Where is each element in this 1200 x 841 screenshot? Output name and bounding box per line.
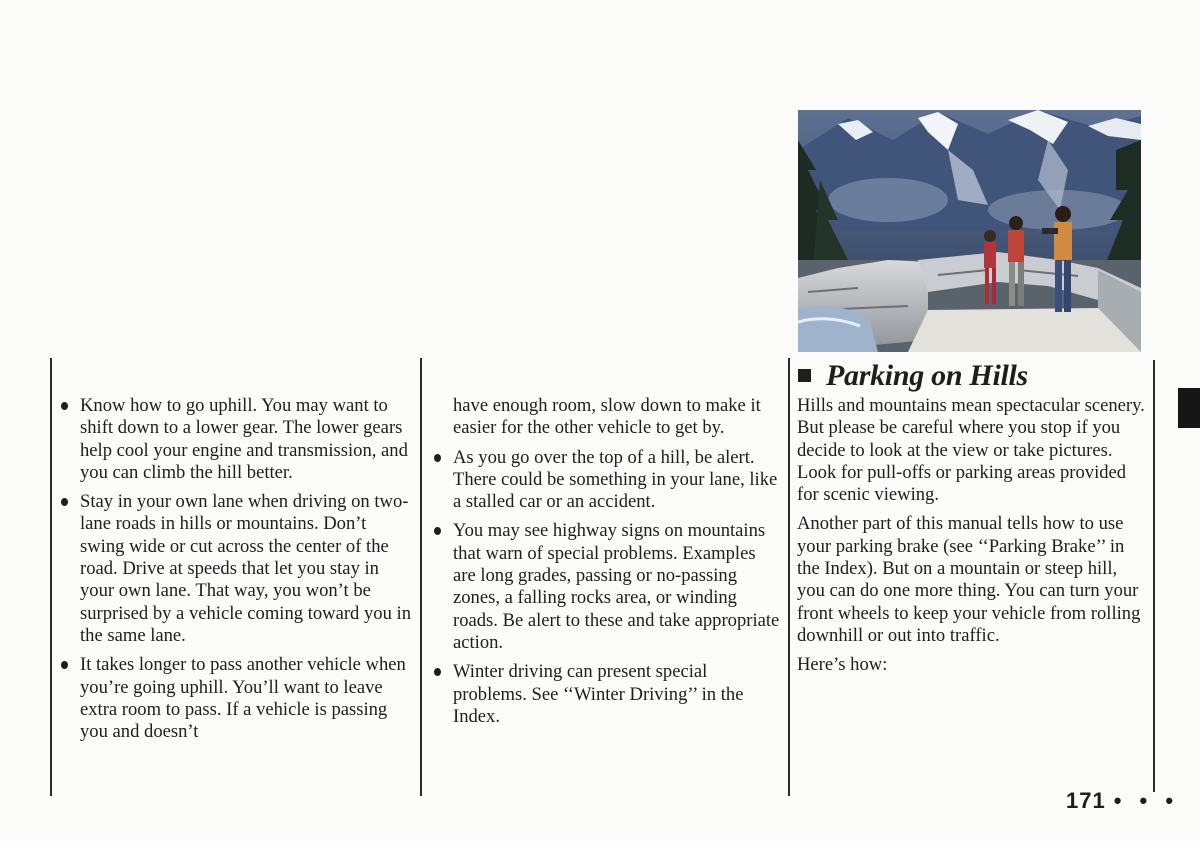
- list-item: Know how to go uphill. You may want to shift down to a lower gear. The lower gears help cool your engine and transmission, and you can climb the hill better.: [53, 395, 413, 484]
- middle-column: [426, 395, 780, 735]
- paragraph: Hills and mountains mean spectacular scenery. But please be careful where you stop if you decide to look at the view or take pictures. Look for pull-offs or parking areas provided for scenic viewing.: [797, 395, 1145, 506]
- section-thumb-tab: [1178, 388, 1200, 428]
- heading-text: Parking on Hills: [826, 359, 1028, 392]
- scenic-overlook-photo: [798, 110, 1141, 352]
- heading-square-icon: [798, 369, 811, 382]
- left-bullet-list: [53, 395, 413, 743]
- continued-text: have enough room, slow down to make it easier for the other vehicle to get by.: [453, 395, 761, 439]
- middle-bullet-list: [426, 447, 780, 729]
- paragraph: Here’s how:: [797, 654, 888, 676]
- bullet-icon: [434, 454, 441, 462]
- list-item: As you go over the top of a hill, be alert. There could be something in your lane, like a stalled car or an accident.: [426, 447, 780, 514]
- left-column: [53, 395, 413, 750]
- page-number-text: 171: [1066, 788, 1106, 813]
- bullet-icon: [61, 498, 68, 506]
- page-number: [1066, 788, 1179, 814]
- bullet-icon: [61, 661, 68, 669]
- column-rule-far-right: [1153, 360, 1155, 792]
- bullet-icon: [434, 668, 441, 676]
- mountain-scene-illustration: [798, 110, 1141, 352]
- paragraph: Another part of this manual tells how to use your parking brake (see ‘‘Parking Brake’’ in the Index). But on a mountain or steep hill, you can do one more thing. You can turn your front wheels to keep your vehicle from rolling downhill or out into traffic.: [797, 513, 1141, 646]
- list-item: It takes longer to pass another vehicle when you’re going uphill. You’ll want to leave extra room to pass. If a vehicle is passing you and doesn’t: [53, 654, 413, 743]
- column-rule-left: [50, 358, 52, 796]
- column-rule-right: [788, 358, 790, 796]
- bullet-icon: [61, 402, 68, 410]
- section-heading: [798, 356, 1028, 396]
- column-rule-middle: [420, 358, 422, 796]
- bullet-icon: [434, 527, 441, 535]
- page-dots: • • •: [1113, 788, 1180, 813]
- right-column: [797, 395, 1149, 684]
- list-item: You may see highway signs on mountains that warn of special problems. Examples are long grades, passing or no-passing zones, a falling rocks area, or winding roads. Be alert to these and take appropriate action.: [426, 520, 780, 654]
- list-item: Stay in your own lane when driving on two-lane roads in hills or mountains. Don’t swing wide or cut across the center of the road. Drive at speeds that let you stay in your own lane. That way, you won’t be surprised by a vehicle coming toward you in the same lane.: [53, 491, 413, 647]
- list-item: Winter driving can present special problems. See ‘‘Winter Driving’’ in the Index.: [426, 661, 780, 728]
